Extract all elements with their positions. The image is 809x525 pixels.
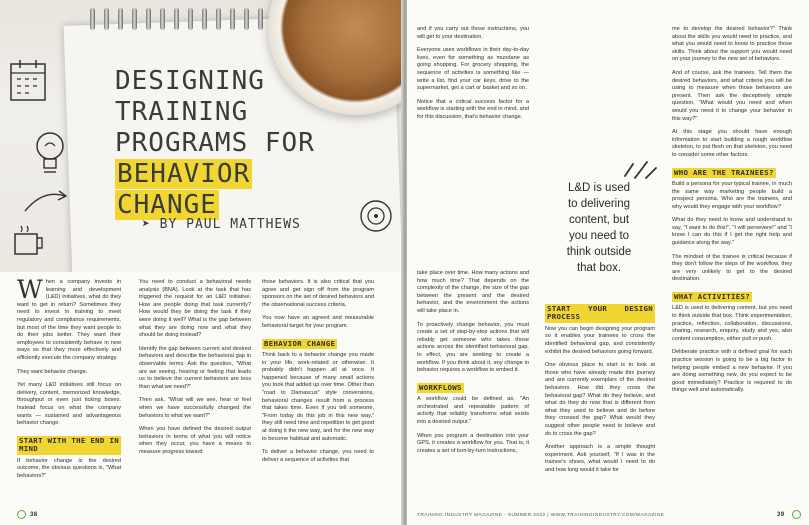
drop-cap: W <box>17 275 43 304</box>
pull-quote-line: that box. <box>576 262 622 274</box>
right-column-1b <box>417 270 529 461</box>
paragraph: Yet many L&D initiatives still focus on delivery, content, memorized knowledge, throughput or even just ticking boxes. Instead focus on what the company wants — sustained and advantageous behavior change. <box>17 382 121 427</box>
paragraph: A workflow could be defined as, "An orchestrated and repeatable pattern of activity that reliably transforms what exists into a desired output." <box>417 396 529 425</box>
paragraph: When you program a destination into your GPS, it creates a workflow for you. That is, it creates a set of turn-by-turn instructions, <box>417 432 529 454</box>
paragraph: They want behavior change. <box>17 368 88 375</box>
pull-quote-line: content, but <box>568 214 630 226</box>
lightbulb-doodle-icon <box>32 128 68 180</box>
paragraph: and if you carry out those instructions, you will get to your destination. <box>417 26 529 40</box>
section-heading: START YOUR DESIGN PROCESS <box>547 304 653 322</box>
section-heading: WHAT ACTIVITIES? <box>674 292 750 302</box>
paragraph: Identify the gap between current and desired behaviors and describe the behavioral gap in observable terms. Ask the question, "What are we seeing, hearing or feeling that leads us to believe the current behaviors are less than what we need?" <box>139 345 251 390</box>
right-column-2 <box>545 302 655 481</box>
right-column-1 <box>417 26 529 128</box>
left-page <box>0 0 403 525</box>
hero-illustration <box>0 0 403 272</box>
left-footer <box>0 507 403 525</box>
paragraph: And of course, ask the trainees. Tell them the desired behaviors, and what criteria you will be using to measure when those behaviors are present. Then ask the deceptively simple question, "What would you need and when would you need it to change your behavior in this way?" <box>672 69 792 122</box>
paragraph: To proactively change behavior, you must create a set of step-by-step actions that will reliably get someone who takes those actions across the identified behavioral gap. In effect, you are seeking to create a workflow. If you think about it, any change in behavior requires a workflow to embed it. <box>417 321 529 374</box>
byline-text: BY PAUL MATTHEWS <box>159 217 301 232</box>
pull-quote-line: L&D is used <box>567 182 630 194</box>
section-heading: WHO ARE THE TRAINEES? <box>674 167 774 177</box>
paragraph: You now have an agreed and measurable behavioral target for your program. <box>262 315 374 329</box>
title-line-1: DESIGNING <box>115 66 265 96</box>
pull-quote <box>549 180 649 280</box>
paragraph: Everyone uses workflows in their day-to-day lives, even for something as mundane as going shopping. For grocery shopping, the sequence of activities is something like — write a list, find your car keys, drive to the supermarket, get a cart or basket and so on. <box>417 47 529 92</box>
left-column-2 <box>139 279 251 462</box>
left-column-1 <box>17 275 121 486</box>
footer-magazine-text: TRAINING INDUSTRY MAGAZINE - SUMMER 2022 | WWW.TRAININGINDUSTRY.COM/MAGAZINE <box>417 513 665 518</box>
paragraph: One obvious place to start is to look at those who have already made this journey and are currently exemplars of the desired behaviors. How did they cross the behavioral gap? What do they believe, and what do they do now that is different from what they used to believe and do before they crossed the gap? What would they suggest other people need to believe and do to cross the gap? <box>545 362 655 437</box>
paragraph: L&D is used to delivering content, but you need to think outside that box. Think experimentation, practice, reflection, collaboration, discussions, sharing, research, enquiry, study and yes, also content consumption, either pull or push. <box>672 305 792 342</box>
paragraph: At this stage you should have enough information to start building a rough workflow skeleton, to put flesh on that skeleton, you need to consider some other factors. <box>672 129 792 158</box>
arrow-doodle-icon <box>22 186 72 216</box>
paragraph: take place over time. How many actions and how much time? That depends on the complexity of the change, the size of the gap between the present and the desired behavior, and the environment the actions will take place in. <box>417 270 529 314</box>
paragraph: You need to conduct a behavioral needs analysis (BNA). Look at the task that has triggered the request for an L&D initiative. How are people doing that task currently? How would they be doing the task if they were doing it well? What is the gap between what they are doing now and what they should be doing instead? <box>139 279 251 339</box>
byline-arrow-icon: ➤ <box>142 217 151 232</box>
mug-doodle-icon <box>10 222 48 260</box>
pull-quote-line: to delivering <box>567 198 630 210</box>
byline <box>142 217 301 232</box>
right-page <box>407 0 809 525</box>
title-line-2: TRAINING <box>115 97 249 127</box>
title-highlight-behavior: BEHAVIOR <box>117 159 251 189</box>
paragraph: Deliberate practice with a defined goal for each practice session is going to be a big factor in helping people embed a new behavior. If you are doing something new, do you expect to be good immediately? Practice is required to do things well and automatically. <box>672 349 792 394</box>
pull-quote-line: think outside <box>566 246 632 258</box>
title-highlight-change: CHANGE <box>117 190 217 220</box>
paragraph: What do they need to know and understand to say, "I want to do this!", "I will persevere!" and "I know I can do this if I get the right help and guidance along the way." <box>672 217 792 247</box>
paragraph: me to develop the desired behavior?" Think about the skills you would need to practice, and what you would need to know to practice those skills. Think about the support you would need on your journey to the new set of behaviors. <box>672 26 792 63</box>
pull-quote-line: you need to <box>568 230 630 242</box>
paragraph: Think back to a behavior change you made in your life, work-related or otherwise. It probably didn't happen all at once. It happened because of many small actions you took that added up over time. Other than "road to Damascus" style conversions, behavioral changes result from a process that takes time. Even if you tell someone, "From today do this job in this new way," they still need time and repetition to get good at doing it the new way, and for the new way to become habitual and automatic. <box>262 351 374 442</box>
section-heading: START WITH THE END IN MIND <box>19 435 119 454</box>
paragraph: those behaviors. It is also critical that you agree and get sign off from the program sponsors on the set of desired behaviors and the observational success criteria. <box>262 279 374 308</box>
right-column-3 <box>672 26 792 401</box>
paragraph: Another approach is a simple thought experiment. Ask yourself, "If I was in the trainee's shoes, what would I need to do and how long would it take for <box>545 444 655 473</box>
paragraph: Notice that a critical success factor for a workflow is starting with the end in mind, and for this discussion, that's behavior change. <box>417 98 529 120</box>
right-footer <box>407 507 809 525</box>
paragraph: If behavior change is the desired outcome, the obvious questions is, "What behaviors?" <box>17 457 121 479</box>
paragraph: The mindset of the trainee is critical because if they don't follow the steps of the workflow, they are very unlikely to get to the desired destination. <box>672 253 792 283</box>
page-number-left: 38 <box>30 512 38 518</box>
title-line-3b: FOR <box>264 128 315 158</box>
section-heading: BEHAVIOR CHANGE <box>264 338 336 348</box>
magazine-logo-icon <box>17 510 26 519</box>
quote-accent-icon <box>619 158 659 180</box>
paragraph: To deliver a behavior change, you need to deliver a sequence of activities that <box>262 449 374 463</box>
paragraph: Build a persona for your typical trainee, in much the same way marketing people build a prospect persona. Who are the trainees, and why would they engage with your workflow? <box>672 180 792 210</box>
calendar-doodle-icon <box>8 58 50 104</box>
paragraph: Now you can begin designing your program so it enables your trainees to cross the identified behavioral gap, and consistently exhibit the desired behaviors going forward. <box>545 325 655 355</box>
left-column-3 <box>262 279 374 470</box>
paragraph: Then ask, "What will we see, hear or feel when we have successfully changed the behaviors to what we want?" <box>139 397 251 419</box>
page-number-right: 39 <box>777 512 785 518</box>
paragraph: When you have defined the desired output behaviors in terms of what you will notice when they occur, you have a means to measure progress toward <box>139 426 251 455</box>
paragraph: hen a company invests in learning and development (L&D) initiatives, what do they want to get in return? Sometimes they need to invest in training to meet regulatory and compliance requirements, but most of the time they want people to do their jobs better. They want their employees to consistently behave in new ways so that they more effectively and efficiently execute the company strategy. <box>17 279 121 361</box>
magazine-logo-icon <box>792 510 801 519</box>
article-title <box>115 66 385 221</box>
title-line-3a: PROGRAMS <box>115 128 249 158</box>
section-heading: WORKFLOWS <box>419 382 462 392</box>
